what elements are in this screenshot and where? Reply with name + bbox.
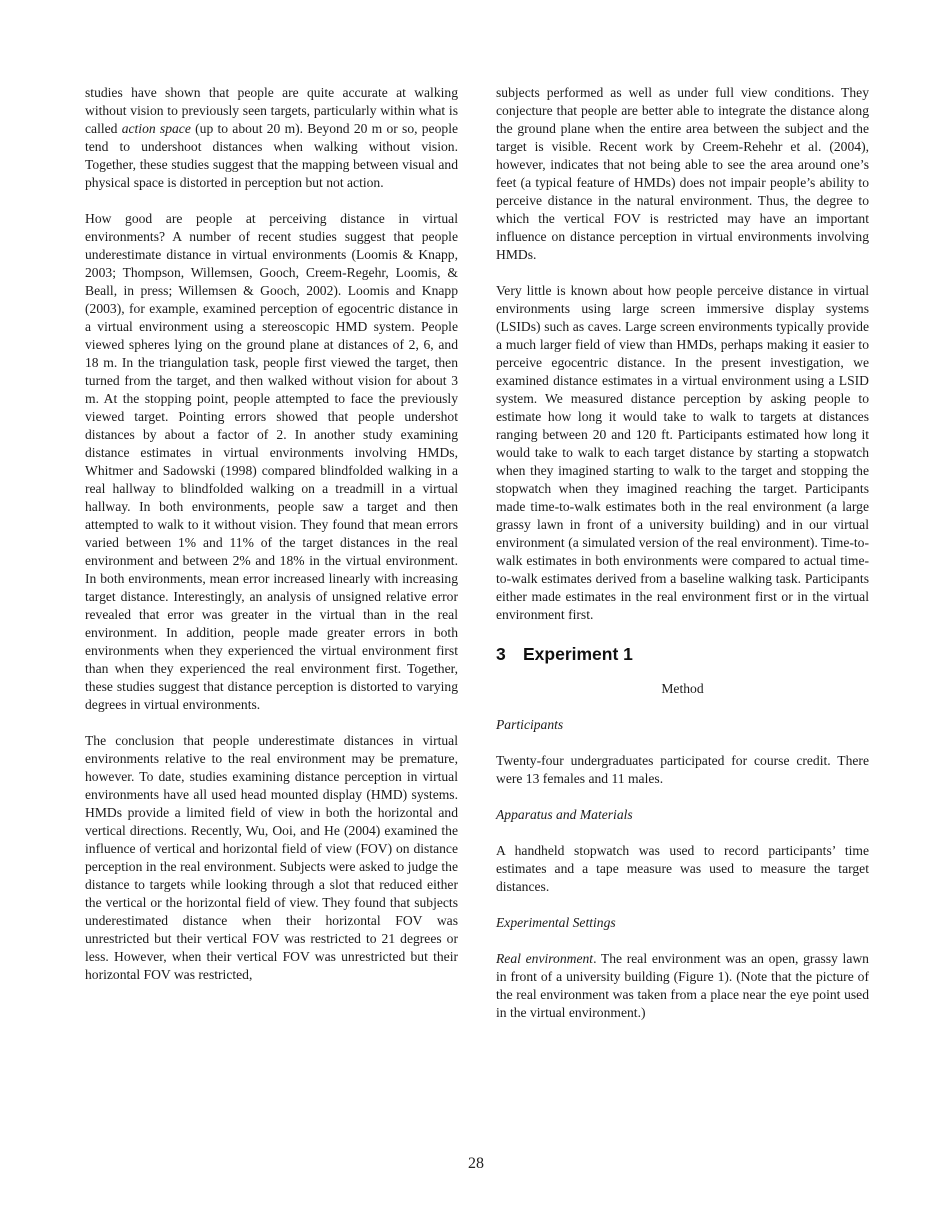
real-environment-paragraph: Real environment. The real environment was an open, grassy lawn in front of a university building (Figure 1). (Note that the picture of the real environment was taken from a place near the eye point used in the virtual environment.): [496, 951, 869, 1020]
section-title: Experiment 1: [523, 644, 633, 664]
emphasis-term: action space: [121, 121, 191, 136]
apparatus-paragraph: A handheld stopwatch was used to record participants’ time estimates and a tape measure was used to measure the target distances.: [496, 843, 869, 894]
settings-heading: Experimental Settings: [496, 915, 616, 930]
right-column: [496, 84, 869, 1022]
body-paragraph: How good are people at perceiving distance in virtual environments? A number of recent studies suggest that people underestimate distance in virtual environments (Loomis & Knapp, 2003; Thompson, Willemsen, Gooch, Creem-Regehr, Loomis, & Beall, in press; Willemsen & Gooch, 2002). Loomis and Knapp (2003), for example, examined perception of egocentric distance in a virtual environment using a stereoscopic HMD system. People viewed spheres lying on the ground plane at distances of 2, 6, and 18 m. In the triangulation task, people first viewed the target, then turned from the target, and then walked without vision for about 3 m. At the stopping point, people attempted to face the previously viewed target. Pointing errors showed that people undershot distances by about a factor of 2. In another study examining distance estimates in virtual environments involving HMDs, Whitmer and Sadowski (1998) compared blindfolded walking in a real hallway to blindfolded walking on a treadmill in a virtual hallway. In both environments, people saw a target and then attempted to walk to it without vision. They found that mean errors varied between 1% and 11% of the target distances in the real environment and between 2% and 18% in the virtual environment. In both environments, mean error increased linearly with increasing target distance. Interestingly, an analysis of unsigned relative error revealed that error was greater in the virtual than in the real environment. In addition, people made greater errors in both environments when they experienced the virtual environment first than when they experienced the real environment first. Together, these studies suggest that distance perception is distorted to varying degrees in virtual environments.: [85, 211, 458, 712]
body-paragraph: The conclusion that people underestimate distances in virtual environments relative to the real environment may be premature, however. To date, studies examining distance perception in virtual environments have all used head mounted display (HMD) systems. HMDs provide a limited field of view in both the horizontal and vertical directions. Recently, Wu, Ooi, and He (2004) examined the influence of vertical and horizontal field of view (FOV) on distance perception in the real environment. Subjects were asked to judge the distance to targets while looking through a slot that reduced either the vertical or the horizontal field of view. They found that subjects underestimated distance when their horizontal FOV was unrestricted but their vertical FOV was restricted to 21 degrees or less. However, when their vertical FOV was unrestricted but their horizontal FOV was restricted,: [85, 733, 458, 982]
participants-paragraph: Twenty-four undergraduates participated for course credit. There were 13 females and 11 males.: [496, 753, 869, 786]
method-label: Method: [661, 681, 704, 696]
body-paragraph: studies have shown that people are quite accurate at walking without vision to previously seen targets, particularly within what is called action space (up to about 20 m). Beyond 20 m or so, people tend to undershoot distances when walking without vision. Together, these studies suggest that the mapping between visual and physical space is distorted in perception but not action.: [85, 85, 458, 190]
body-paragraph: subjects performed as well as under full view conditions. They conjecture that people are better able to integrate the distance along the ground plane when the entire area between the subject and the target is visible. Recent work by Creem-Rehehr et al. (2004), however, indicates that not being able to see the area around one’s feet (a typical feature of HMDs) does not impair people’s ability to perceive distance in the natural environment. Thus, the degree to which the vertical FOV is restricted may have an important influence on distance perception in virtual environments involving HMDs.: [496, 85, 869, 262]
participants-heading: Participants: [496, 717, 564, 732]
left-column: [85, 84, 458, 984]
page-number: 28: [468, 1155, 484, 1172]
real-environment-label: Real environment: [496, 951, 594, 966]
body-paragraph: Very little is known about how people perceive distance in virtual environments using large screen immersive display systems (LSIDs) such as caves. Large screen environments typically provide a much larger field of view than HMDs, perhaps making it easier to perceive egocentric distance. In the present investigation, we examined distance estimates in a virtual environment using a LSID system. We measured distance perception by asking people to estimate how long it would take to walk to targets at distances ranging between 20 and 120 ft. Participants estimated how long it would take to walk to each target distance by starting a stopwatch when they imagined starting to walk to the target and stopping the stopwatch when they imagined reaching the target. Participants made time-to-walk estimates both in the real environment (a large grassy lawn in front of a university building) and in our virtual environment (a simulated version of the real environment). Time-to-walk estimates in both environments were compared to actual time-to-walk estimates derived from a baseline walking task. Participants either made estimates in the real environment first or in the virtual environment first.: [496, 283, 869, 622]
apparatus-heading: Apparatus and Materials: [496, 807, 633, 822]
section-heading: [496, 642, 869, 666]
section-number: 3: [496, 644, 506, 664]
